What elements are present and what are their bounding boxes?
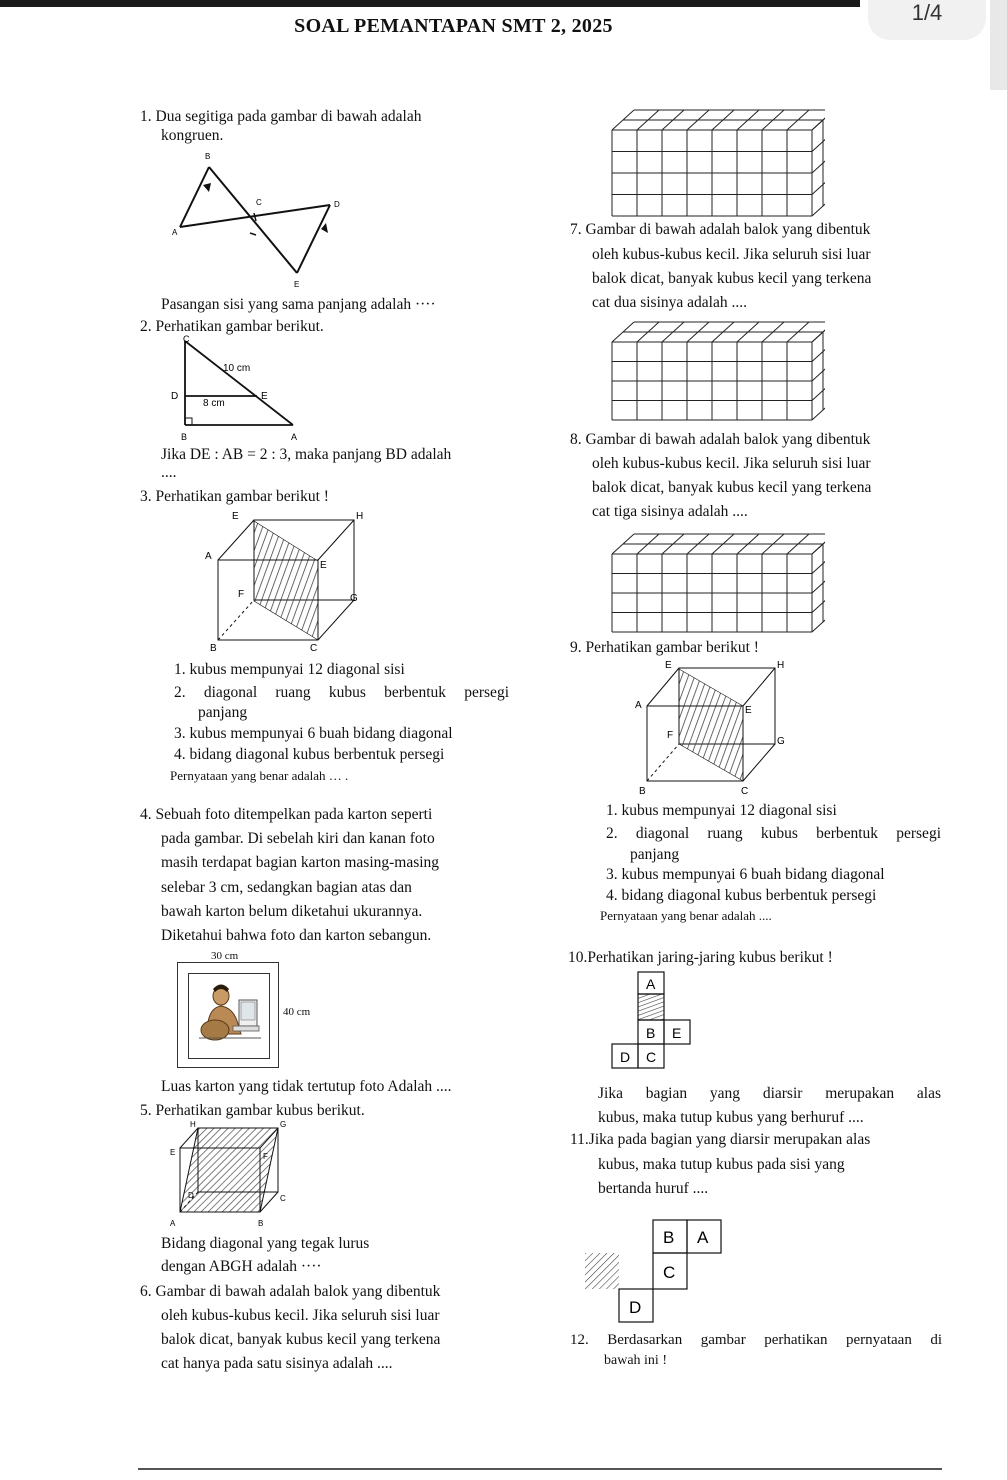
q1-triangles-figure: [160, 145, 360, 295]
q2-question: Jika DE : AB = 2 : 3, maka panjang BD adalah: [161, 446, 452, 463]
svg-text:H: H: [356, 511, 364, 522]
q4-width-label: 30 cm: [211, 950, 239, 962]
q4-question: Luas karton yang tidak tertutup foto Adalah ....: [161, 1078, 452, 1095]
q6-line4: cat hanya pada satu sisinya adalah ....: [161, 1355, 393, 1372]
q2-dots: ....: [161, 464, 177, 481]
q3-item-3: 3. kubus mempunyai 6 buah bidang diagonal: [174, 725, 453, 742]
svg-text:C: C: [280, 1194, 286, 1203]
q4-line6: Diketahui bahwa foto dan karton sebangun.: [161, 927, 432, 944]
q1-label-a: A: [172, 228, 178, 237]
svg-text:E: E: [261, 391, 268, 402]
q11-cell-d: D: [629, 1298, 642, 1317]
svg-text:B: B: [639, 786, 646, 796]
q8-block-figure: [610, 530, 825, 634]
q5-line1: 5. Perhatikan gambar kubus berikut.: [140, 1102, 365, 1119]
q1-line2: kongruen.: [161, 127, 224, 144]
svg-text:F: F: [667, 730, 674, 741]
svg-text:C: C: [741, 786, 749, 796]
q3-item-4: 4. bidang diagonal kubus berbentuk persegi: [174, 746, 445, 763]
svg-text:B: B: [210, 643, 217, 654]
q6-block-figure: [610, 106, 825, 218]
q7-line1: 7. Gambar di bawah adalah balok yang dibentuk: [570, 221, 871, 238]
q10-cube-net: [610, 970, 700, 1072]
q7-block-figure: [610, 318, 825, 422]
q1-label-b: B: [205, 152, 211, 161]
q9-item-2b: panjang: [630, 846, 680, 863]
svg-text:E: E: [232, 511, 239, 522]
q3-question: Pernyataan yang benar adalah … .: [170, 768, 349, 783]
svg-text:E: E: [320, 560, 327, 571]
q1-label-d: D: [334, 200, 340, 209]
q4-photo: [188, 973, 270, 1059]
q1-question: Pasangan sisi yang sama panjang adalah ····: [161, 296, 436, 313]
svg-text:D: D: [188, 1191, 194, 1200]
q7-line3: balok dicat, banyak kubus kecil yang terkena: [592, 270, 872, 287]
svg-text:F: F: [238, 589, 245, 600]
q8-line4: cat tiga sisinya adalah ....: [592, 503, 748, 520]
q7-line2: oleh kubus-kubus kecil. Jika seluruh sisi luar: [592, 246, 871, 263]
svg-text:G: G: [280, 1120, 287, 1129]
q9-line1: 9. Perhatikan gambar berikut !: [570, 639, 759, 656]
svg-text:E: E: [665, 660, 672, 671]
q10-cell-a: A: [646, 976, 656, 992]
q4-height-label: 40 cm: [283, 1006, 311, 1018]
svg-text:C: C: [310, 643, 318, 654]
q4-line2: pada gambar. Di sebelah kiri dan kanan foto: [161, 830, 435, 847]
q11-line2: kubus, maka tutup kubus pada sisi yang: [598, 1156, 845, 1173]
top-border: [0, 0, 860, 7]
q5-line2: Bidang diagonal yang tegak lurus: [161, 1235, 370, 1252]
q9-item-2: 2. diagonal ruang kubus berbentuk persegi: [606, 825, 941, 842]
q6-line2: oleh kubus-kubus kecil. Jika seluruh sisi luar: [161, 1307, 440, 1324]
svg-text:B: B: [181, 432, 188, 442]
q3-cube-figure: [200, 505, 370, 655]
q9-item-1: 1. kubus mempunyai 12 diagonal sisi: [606, 802, 837, 819]
q4-line3: masih terdapat bagian karton masing-masing: [161, 854, 440, 871]
q5-cube-figure: [160, 1118, 300, 1233]
svg-text:E: E: [745, 705, 752, 716]
q11-line1: 11.Jika pada bagian yang diarsir merupakan alas: [570, 1131, 871, 1148]
q10-line2: Jika bagian yang diarsir merupakan alas: [598, 1085, 941, 1102]
q2-triangle-figure: [165, 333, 315, 443]
q1-line1: 1. Dua segitiga pada gambar di bawah adalah: [140, 108, 422, 125]
q11-line3: bertanda huruf ....: [598, 1180, 709, 1197]
svg-text:B: B: [258, 1219, 264, 1228]
svg-text:E: E: [170, 1148, 176, 1157]
q8-line1: 8. Gambar di bawah adalah balok yang dibentuk: [570, 431, 871, 448]
q11-cube-net: [585, 1218, 725, 1323]
svg-text:A: A: [170, 1219, 176, 1228]
q4-line5: bawah karton belum diketahui ukurannya.: [161, 903, 423, 920]
q10-cell-b: B: [646, 1025, 656, 1041]
svg-text:A: A: [635, 700, 642, 711]
q6-line3: balok dicat, banyak kubus kecil yang terkena: [161, 1331, 441, 1348]
q10-cell-c: C: [646, 1049, 657, 1065]
q2-8cm: 8 cm: [203, 398, 225, 409]
q3-item-2b: panjang: [198, 704, 248, 721]
q4-line1: 4. Sebuah foto ditempelkan pada karton seperti: [140, 806, 433, 823]
q10-line3: kubus, maka tutup kubus yang berhuruf ....: [598, 1109, 864, 1126]
svg-text:C: C: [183, 334, 190, 344]
q12-line1: 12. Berdasarkan gambar perhatikan pernyataan di: [570, 1332, 942, 1348]
scroll-edge: [990, 0, 1007, 90]
svg-text:G: G: [350, 593, 358, 604]
q6-line1: 6. Gambar di bawah adalah balok yang dibentuk: [140, 1283, 441, 1300]
q9-item-3: 3. kubus mempunyai 6 buah bidang diagonal: [606, 866, 885, 883]
q2-line1: 2. Perhatikan gambar berikut.: [140, 318, 324, 335]
q11-cell-b: B: [663, 1228, 675, 1247]
q9-item-4: 4. bidang diagonal kubus berbentuk persegi: [606, 887, 877, 904]
q1-label-e: E: [294, 280, 300, 289]
q2-10cm: 10 cm: [223, 363, 251, 374]
q10-cell-d: D: [620, 1049, 631, 1065]
q1-label-c: C: [256, 198, 262, 207]
q7-line4: cat dua sisinya adalah ....: [592, 294, 747, 311]
svg-text:H: H: [777, 660, 785, 671]
q4-karton: [177, 962, 279, 1068]
svg-text:D: D: [171, 391, 179, 402]
q5-line3: dengan ABGH adalah ····: [161, 1258, 322, 1275]
q9-question: Pernyataan yang benar adalah ....: [600, 908, 772, 923]
svg-text:A: A: [291, 432, 298, 442]
q11-cell-c: C: [663, 1263, 676, 1282]
q10-cell-e: E: [672, 1025, 682, 1041]
q9-cube-figure: [625, 656, 795, 796]
page-title: SOAL PEMANTAPAN SMT 2, 2025: [294, 15, 613, 37]
svg-text:H: H: [190, 1120, 196, 1129]
svg-text:F: F: [263, 1152, 268, 1161]
q12-line2: bawah ini !: [604, 1353, 667, 1368]
page-indicator: 1/4: [868, 0, 986, 40]
q3-line1: 3. Perhatikan gambar berikut !: [140, 488, 329, 505]
q4-line4: selebar 3 cm, sedangkan bagian atas dan: [161, 879, 412, 896]
q3-item-1: 1. kubus mempunyai 12 diagonal sisi: [174, 661, 405, 678]
q10-line1: 10.Perhatikan jaring-jaring kubus berikut !: [568, 949, 833, 966]
person-at-computer-image: [189, 974, 269, 1058]
q11-cell-a: A: [697, 1228, 709, 1247]
q8-line2: oleh kubus-kubus kecil. Jika seluruh sisi luar: [592, 455, 871, 472]
bottom-divider: [138, 1468, 942, 1470]
svg-text:A: A: [205, 551, 212, 562]
svg-text:G: G: [777, 736, 785, 747]
q8-line3: balok dicat, banyak kubus kecil yang terkena: [592, 479, 872, 496]
q3-item-2: 2. diagonal ruang kubus berbentuk persegi: [174, 684, 509, 701]
